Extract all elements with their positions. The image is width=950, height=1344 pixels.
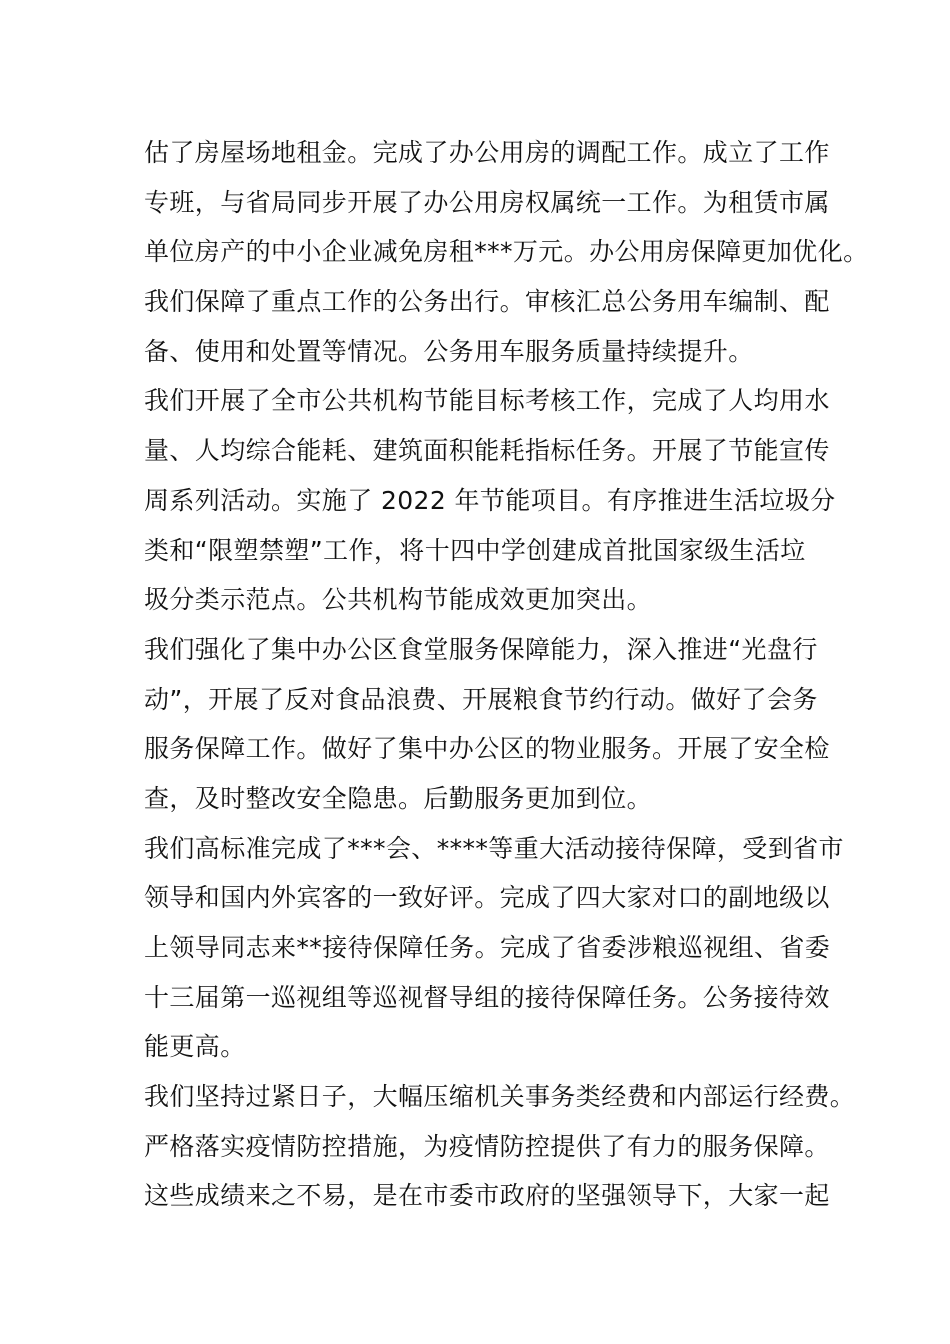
text-line: 服务保障工作。做好了集中办公区的物业服务。开展了安全检 — [144, 734, 830, 764]
text-line: 上领导同志来**接待保障任务。完成了省委涉粮巡视组、省委 — [144, 933, 831, 962]
text-line: 圾分类示范点。公共机构节能成效更加突出。 — [144, 585, 653, 615]
text-line: 专班，与省局同步开展了办公用房权属统一工作。为租赁市属 — [144, 187, 830, 217]
text-line: 领导和国内外宾客的一致好评。完成了四大家对口的副地级以 — [144, 883, 830, 913]
text-line: 能更高。 — [144, 1032, 246, 1062]
text-line: 严格落实疫情防控措施，为疫情防控提供了有力的服务保障。 — [144, 1131, 830, 1161]
text-line: 这些成绩来之不易，是在市委市政府的坚强领导下，大家一起 — [144, 1181, 830, 1211]
text-line: 动”，开展了反对食品浪费、开展粮食节约行动。做好了会务 — [144, 684, 818, 714]
text-line: 查，及时整改安全隐患。后勤服务更加到位。 — [144, 783, 653, 813]
text-line: 十三届第一巡视组等巡视督导组的接待保障任务。公务接待效 — [144, 982, 830, 1012]
text-line: 类和“限塑禁塑”工作，将十四中学创建成首批国家级生活垃 — [144, 535, 806, 565]
text-line: 我们强化了集中办公区食堂服务保障能力，深入推进“光盘行 — [144, 634, 818, 664]
text-line: 我们保障了重点工作的公务出行。审核汇总公务用车编制、配 — [144, 287, 830, 317]
text-line: 备、使用和处置等情况。公务用车服务质量持续提升。 — [144, 336, 754, 366]
text-line: 周系列活动。实施了 2022 年节能项目。有序推进生活垃圾分 — [144, 485, 836, 515]
text-line: 我们开展了全市公共机构节能目标考核工作，完成了人均用水 — [144, 386, 830, 416]
text-line: 单位房产的中小企业减免房租***万元。办公用房保障更加优化。 — [144, 237, 869, 267]
text-line: 估了房屋场地租金。完成了办公用房的调配工作。成立了工作 — [144, 138, 830, 167]
text-line: 量、人均综合能耗、建筑面积能耗指标任务。开展了节能宣传 — [144, 436, 830, 466]
document-body — [144, 128, 869, 1221]
text-line: 我们高标准完成了***会、****等重大活动接待保障，受到省市 — [144, 833, 844, 863]
text-line: 我们坚持过紧日子，大幅压缩机关事务类经费和内部运行经费。 — [144, 1082, 856, 1112]
